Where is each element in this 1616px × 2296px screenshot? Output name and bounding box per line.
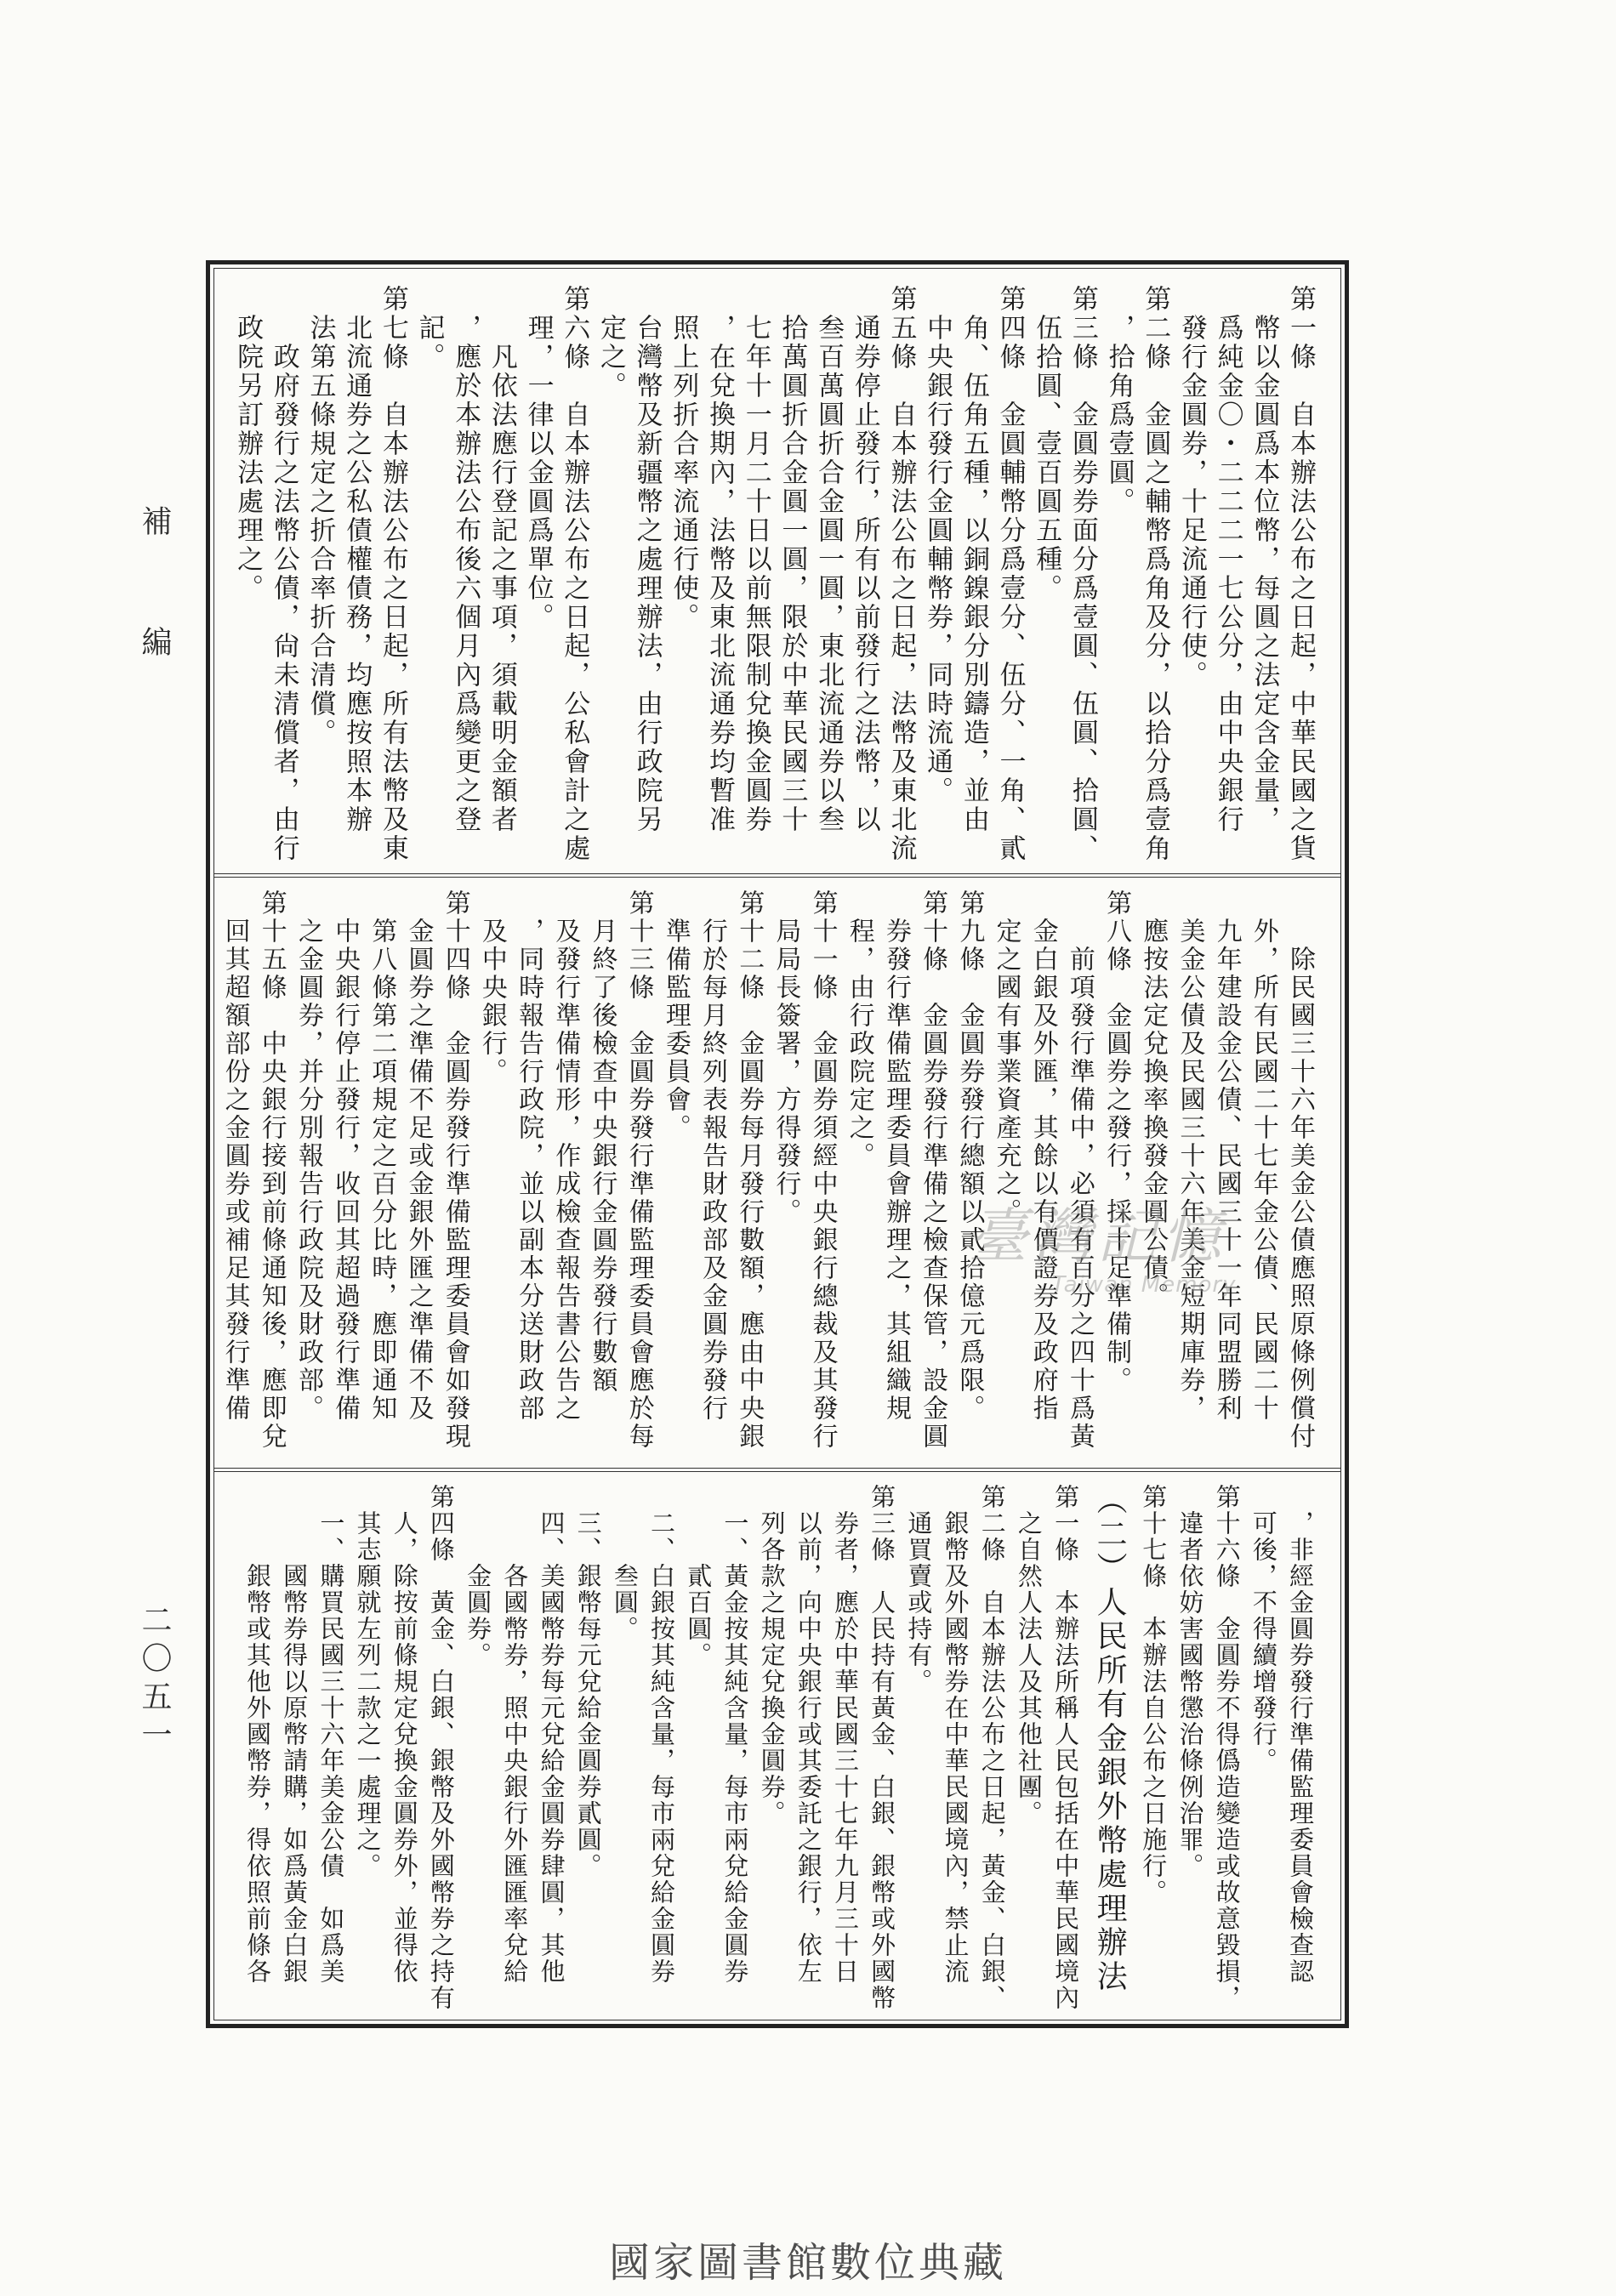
text-column: 人，除按前條規定兌換金圓券外，並得依: [390, 1510, 419, 1985]
article-start-column: 第二條 自本辦法公布之日起，黃金、白銀、: [977, 1484, 1007, 2011]
article-start-column: 第十一條 金圓券須經中央銀行總裁及其發行: [807, 889, 838, 1451]
article-start-column: 第一條 自本辦法公布之日起，中華民國之貨: [1285, 285, 1316, 863]
paragraph-start-column: 凡依法應行登記之事項，須載明金額者: [486, 343, 517, 834]
text-column: 外，所有民國二十七年金公債、民國二十: [1248, 918, 1278, 1423]
text-column: ，在兌換期內，法幣及東北流通券均暫准: [704, 314, 735, 834]
article-start-column: 第四條 金圓輔幣分爲壹分、伍分、一角、貳: [994, 285, 1026, 863]
paragraph-start-column: 除民國三十六年美金公債應照原條例償付: [1285, 946, 1315, 1451]
text-column: 行於每月終列表報告財政部及金圓券發行: [697, 918, 727, 1423]
article-start-column: 第一條 本辦法所稱人民包括在中華民國境內: [1051, 1484, 1081, 2011]
list-item-column: 一、購買民國三十六年美金公債 如爲美: [316, 1510, 346, 1985]
text-column: 七年十一月二十日以前無限制兌換金圓券: [740, 314, 771, 834]
text-column: 美金公債及民國三十六年美金短期庫券，: [1175, 918, 1205, 1423]
text-column: 定之國有事業資產充之。: [991, 918, 1021, 1226]
list-item-column: 國幣券得以原幣請購，如爲黃金白銀: [280, 1563, 310, 1985]
text-column: 第八條第二項規定之百分比時，應即通知: [367, 918, 397, 1423]
article-start-column: 第十六條 金圓券不得僞造變造或故意毀損，: [1212, 1484, 1242, 2011]
text-column: 局局長簽署，方得發行。: [771, 918, 801, 1226]
article-start-column: 第三條 金圓券券面分爲壹圓、伍圓、拾圓、: [1067, 285, 1098, 863]
text-column: 伍拾圓、壹百圓五種。: [1031, 314, 1062, 603]
text-column: 中央銀行發行金圓輔幣券，同時流通。: [922, 314, 953, 805]
text-column: 爲純金〇・二二二一七公分，由中央銀行: [1212, 314, 1243, 834]
text-column: 拾萬圓折合金圓一圓，限於中華民國三十: [777, 314, 808, 834]
text-column: ，同時報告行政院，並以副本分送財政部: [514, 918, 544, 1423]
text-column: 記。: [413, 314, 445, 372]
text-column: 北流通券之公私債權債務，均應按照本辦: [341, 314, 373, 834]
text-column: 券者，應於中華民國三十七年九月三十日: [830, 1510, 860, 1985]
list-item-column: 金圓券。: [464, 1563, 493, 1668]
text-column: 違者依妨害國幣懲治條例治罪。: [1175, 1510, 1205, 1879]
list-item-column: 叁圓。: [610, 1563, 640, 1642]
article-start-column: 第十三條 金圓券發行準備監理委員會應於每: [623, 889, 654, 1451]
text-column: 其志願就左列二款之一處理之。: [353, 1510, 383, 1879]
article-start-column: 第十條 金圓券發行準備之檢查保管，設金圓: [918, 889, 948, 1451]
text-column: 銀幣及外國幣券在中華民國境內，禁止流: [941, 1510, 970, 1985]
text-column: 之自然人法人及其他社團。: [1014, 1510, 1044, 1827]
text-column: 應按法定兌換率換發金圓公債。: [1138, 918, 1169, 1310]
text-column: 券發行準備監理委員會辦理之，其組織規: [880, 918, 911, 1423]
article-start-column: 第六條 自本辦法公布之日起，公私會計之處: [559, 285, 590, 863]
paragraph-start-column: 政府發行之法幣公債，尙未清償者，由行: [268, 343, 299, 863]
text-frame: [206, 260, 1349, 2028]
text-column: 發行金圓券，十足流通行使。: [1175, 314, 1207, 690]
text-column: 台灣幣及新疆幣之處理辦法，由行政院另: [631, 314, 663, 834]
upper-text-band: [210, 264, 1345, 873]
list-item-column: 四、美國幣券每元兌給金圓券肆圓，其他: [537, 1510, 566, 1985]
list-item-column: 一、黃金按其純含量，每市兩兌給金圓券: [720, 1510, 750, 1985]
list-item-column: 二、白銀按其純含量，每市兩兌給金圓券: [647, 1510, 676, 1985]
middle-text-band: [210, 878, 1345, 1468]
text-column: 法第五條規定之折合率折合清償。: [304, 314, 336, 747]
article-start-column: 第八條 金圓券之發行，採十足準備制。: [1101, 889, 1132, 1395]
text-column: 月終了後檢查中央銀行金圓券發行數額: [587, 918, 617, 1395]
text-column: 金白銀及外匯，其餘以有價證券及政府指: [1027, 918, 1058, 1423]
text-column: 以前，向中央銀行或其委託之銀行，依左: [794, 1510, 823, 1985]
text-column: 準備監理委員會。: [660, 918, 691, 1142]
text-column: 叁百萬圓折合金圓一圓，東北流通券以叁: [813, 314, 845, 834]
list-item-column: 三、銀幣每元兌給金圓券貳圓。: [573, 1510, 603, 1879]
article-start-column: 第十七條 本辦法自公布之日施行。: [1139, 1484, 1169, 1906]
text-column: 回其超額部份之金圓券或補足其發行準備: [219, 918, 250, 1423]
text-column: 金圓券之準備不足或金銀外匯之準備不及: [403, 918, 434, 1423]
text-column: ，非經金圓券發行準備監理委員會檢查認: [1286, 1510, 1315, 1985]
text-column: 可後，不得續增發行。: [1249, 1510, 1278, 1774]
text-column: 角、伍角五種，以銅鎳銀分別鑄造，並由: [958, 314, 989, 834]
section-heading: （二）人民所有金銀外幣處理辦法: [1092, 1484, 1128, 1994]
text-column: 九年建設金公債、民國三十一年同盟勝利: [1211, 918, 1242, 1423]
list-item-column: 各國幣券，照中央銀行外匯匯率兌給: [500, 1563, 530, 1985]
text-column: 列各款之規定兌換金圓券。: [757, 1510, 787, 1827]
paragraph-start-column: 前項發行準備中，必須有百分之四十爲黃: [1064, 946, 1095, 1451]
article-start-column: 第十四條 金圓券發行準備監理委員會如發現: [440, 889, 470, 1451]
text-column: 通券停止發行，所有以前發行之法幣，以: [849, 314, 880, 834]
lower-text-band: [210, 1472, 1345, 2024]
margin-section-label: 補 編: [137, 505, 172, 686]
text-column: 定之。: [595, 314, 626, 401]
article-start-column: 第三條 人民持有黃金、白銀、銀幣或外國幣: [868, 1484, 897, 2011]
text-column: 照上列折合率流通行使。: [668, 314, 699, 632]
article-start-column: 第四條 黃金、白銀、銀幣及外國幣券之持有: [426, 1484, 456, 2011]
watermark-title: 臺灣記憶: [968, 1202, 1226, 1271]
text-column: ，拾角爲壹圓。: [1103, 314, 1135, 516]
list-item-column: 銀幣或其他外國幣券，得依照前條各: [242, 1563, 272, 1985]
text-column: 中央銀行停止發行，收回其超過發行準備: [330, 918, 361, 1423]
text-column: 之金圓券，并分別報告行政院及財政部。: [293, 918, 323, 1423]
text-column: 理，一律以金圓爲單位。: [522, 314, 554, 632]
article-start-column: 第五條 自本辦法公布之日起，法幣及東北流: [885, 285, 917, 863]
watermark-subtitle: Taiwan Memory: [1051, 1272, 1237, 1298]
page-number: 二〇五一: [137, 1604, 172, 1757]
text-column: 及發行準備情形，作成檢查報告書公告之: [550, 918, 581, 1423]
text-column: 政院另訂辦法處理之。: [232, 314, 264, 603]
article-start-column: 第二條 金圓之輔幣爲角及分，以拾分爲壹角: [1140, 285, 1171, 863]
article-start-column: 第十五條 中央銀行接到前條通知後，應即兌: [256, 889, 287, 1451]
article-start-column: 第十二條 金圓券每月發行數額，應由中央銀: [734, 889, 765, 1451]
text-column: 程，由行政院定之。: [844, 918, 874, 1170]
text-column: 通買賣或持有。: [904, 1510, 934, 1695]
footer-archive-credit: 國家圖書館數位典藏: [608, 2239, 1007, 2287]
article-start-column: 第七條 自本辦法公布之日起，所有法幣及東: [377, 285, 408, 863]
list-item-column: 貳百圓。: [684, 1563, 714, 1668]
text-column: 幣以金圓爲本位幣，每圓之法定含金量，: [1249, 314, 1280, 834]
article-start-column: 第九條 金圓券發行總額以貳拾億元爲限。: [954, 889, 985, 1423]
text-column: ，應於本辦法公布後六個月內爲變更之登: [450, 314, 481, 834]
text-column: 及中央銀行。: [476, 918, 507, 1086]
